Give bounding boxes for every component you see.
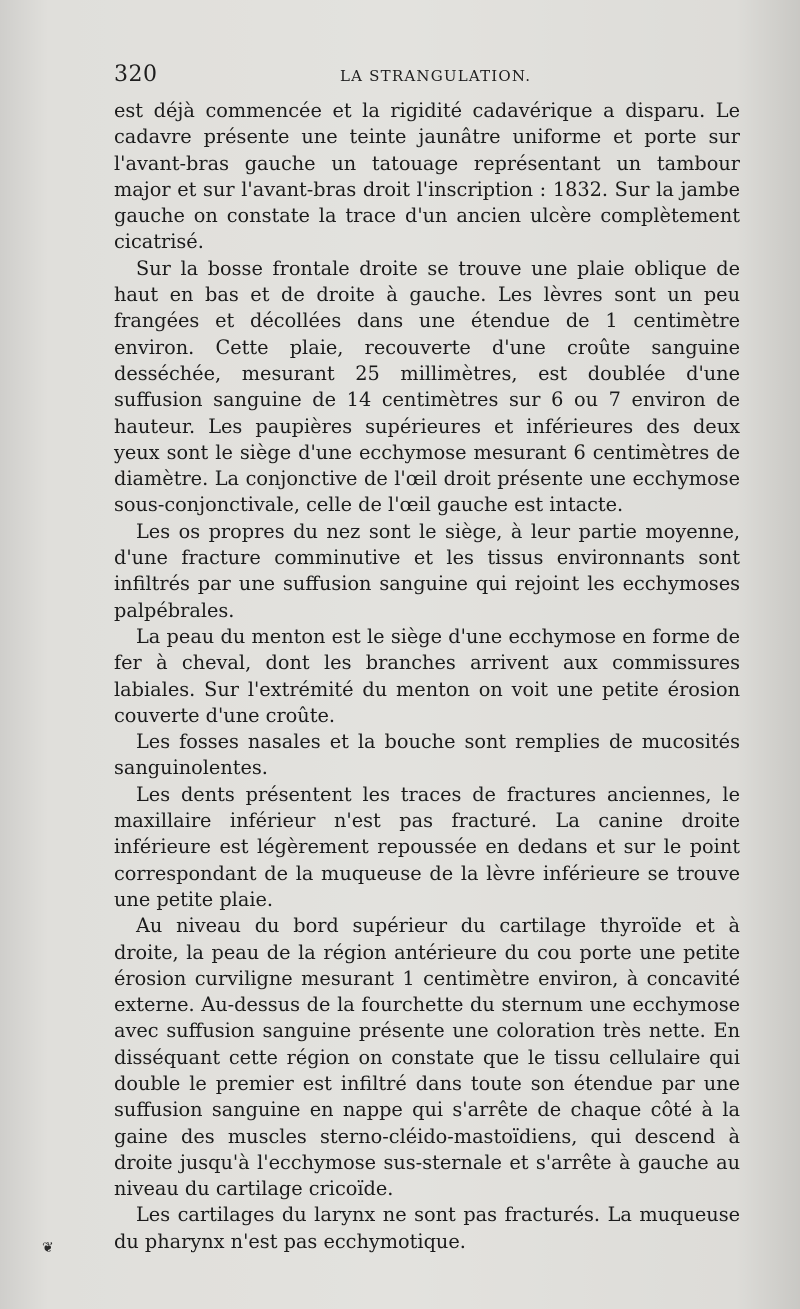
paragraph-7: Au niveau du bord supérieur du cartilage thyroïde et à droite, la peau de la région antérieure du cou porte une petite érosion curviligne mesurant 1 centimètre environ, à concavité externe. Au-dessus de la fourchette du sternum une ecchymose avec suffusion sanguine présente une coloration très nette. En disséquant cette région on constate que le tissu cellulaire qui double le premier est infiltré dans toute son étendue par une suffusion sanguine en nappe qui s'arrête de chaque côté à la gaine des muscles sterno-cléido-mastoïdiens, qui descend à droite jusqu'à l'ecchymose sus-sternale et s'arrête à gauche au niveau du cartilage cricoïde. [114,914,740,1201]
paragraph-8: Les cartilages du larynx ne sont pas fracturés. La muqueuse du pharynx n'est pas ecchymotique. [114,1203,740,1253]
paragraph-3: Les os propres du nez sont le siège, à leur partie moyenne, d'une fracture comminutive et les tissus environnants sont infiltrés par une suffusion sanguine qui rejoint les ecchymoses palpébrales. [114,519,740,622]
paragraph-2: Sur la bosse frontale droite se trouve une plaie oblique de haut en bas et de droite à gauche. Les lèvres sont un peu frangées et décollées dans une étendue de 1 centimètre environ. Cette plaie, recouverte d'une croûte sanguine desséchée, mesurant 25 millimètres, est doublée d'une suffusion sanguine de 14 centimètres sur 6 ou 7 environ de hauteur. Les paupières supérieures et inférieures des deux yeux sont le siège d'une ecchymose mesurant 6 centimètres de diamètre. La conjonctive de l'œil droit présente une ecchymose sous-conjonctivale, celle de l'œil gauche est intacte. [114,256,740,517]
page-number: 320 [114,62,158,87]
page-header [114,62,744,90]
paragraph-5: Les fosses nasales et la bouche sont remplies de mucosités sanguinolentes. [114,730,740,780]
paragraph-4: La peau du menton est le siège d'une ecchymose en forme de fer à cheval, dont les branches arrivent aux commissures labiales. Sur l'extrémité du menton on voit une petite érosion couverte d'une croûte. [114,624,740,727]
paragraph-6: Les dents présentent les traces de fractures anciennes, le maxillaire inférieur n'est pas fracturé. La canine droite inférieure est légèrement repoussée en dedans et sur le point correspondant de la muqueuse de la lèvre inférieure se trouve une petite plaie. [114,782,740,911]
body-text [114,98,740,1255]
paragraph-1: est déjà commencée et la rigidité cadavérique a disparu. Le cadavre présente une teinte jaunâtre uniforme et porte sur l'avant-bras gauche un tatouage représentant un tambour major et sur l'avant-bras droit l'inscription : 1832. Sur la jambe gauche on constate la trace d'un ancien ulcère complètement cicatrisé. [114,99,740,254]
margin-mark-icon: ❦ [42,1240,54,1256]
running-title: LA STRANGULATION. [340,67,532,85]
